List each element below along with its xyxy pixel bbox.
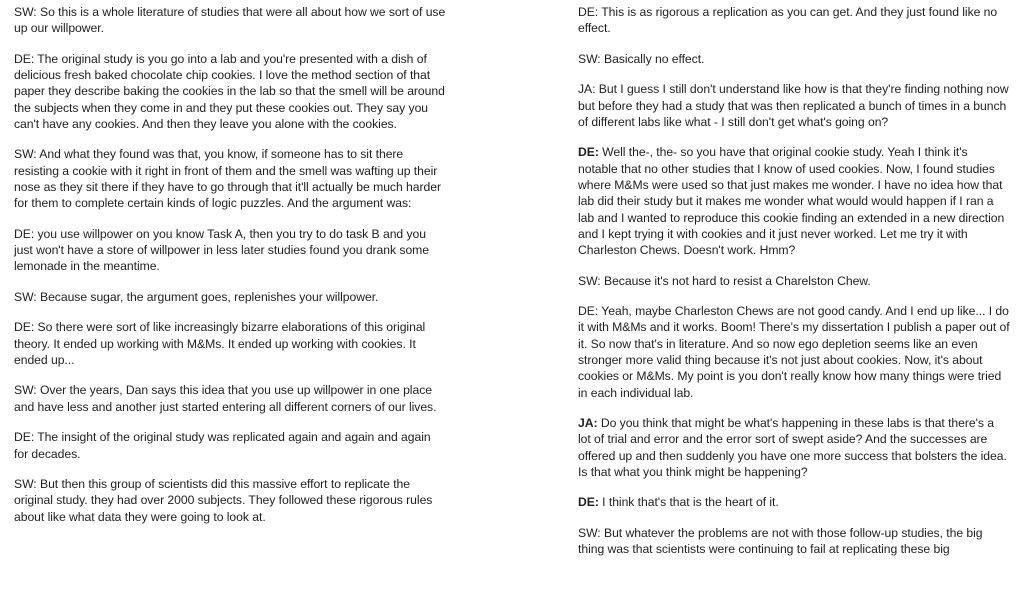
transcript-paragraph: DE: you use willpower on you know Task A, then you try to do task B and you just won't have a store of willpower in less later studies found you drank some lemonade in the meantime. xyxy=(14,226,429,274)
transcript-paragraph: SW: Because sugar, the argument goes, replenishes your willpower. xyxy=(14,289,379,304)
transcript-paragraph xyxy=(578,415,1010,480)
transcript-paragraph xyxy=(578,144,1010,258)
transcript-text: SW: Basically no effect. xyxy=(578,51,705,66)
transcript-paragraph: SW: Over the years, Dan says this idea that you use up willpower in one place and have less and another just started entering all different corners of our lives. xyxy=(14,383,437,414)
transcript-paragraph: DE: The original study is you go into a lab and you're presented with a dish of delicious fresh baked chocolate chip cookies. I love the method section of that paper they describe baking the cookies in the lab so that the smell will be around the subjects when they come in and they put these cookies out. They say you can't have any cookies. And then they leave you alone with the cookies. xyxy=(14,51,445,131)
speaker-label: DE: xyxy=(578,145,599,160)
transcript-text: JA: But I guess I still don't understand like how is that they're finding nothing now but before they had a study that was then replicated a bunch of times in a bunch of different labs like what - I still don't get what's going on? xyxy=(578,82,1009,129)
speaker-label: JA: xyxy=(578,416,598,431)
transcript-paragraph: DE: So there were sort of like increasingly bizarre elaborations of this original theory. It ended up working with M&Ms. It ended up working with cookies. It ended up... xyxy=(14,320,426,367)
transcript-paragraph xyxy=(578,4,1010,37)
transcript-text: SW: Because it's not hard to resist a Charelston Chew. xyxy=(578,273,871,288)
transcript-text: I think that's that is the heart of it. xyxy=(598,495,779,510)
transcript-left-column xyxy=(14,4,448,539)
transcript-right-column xyxy=(578,4,1010,572)
transcript-paragraph: SW: And what they found was that, you know, if someone has to sit there resisting a cookie with it right in front of them and the smell was wafting up their nose as they sit there if they have to go through that it'll actually be much harder for them to complete certain kinds of logic puzzles. And the argument was: xyxy=(14,147,441,211)
transcript-paragraph xyxy=(578,303,1010,401)
transcript-text: Well the-, the- so you have that original cookie study. Yeah I think it's notable that no other studies that I know of used cookies. Now, I found studies where M&Ms were used so that just makes me wonder. I have no idea how that lab did their study but it makes me wonder what would would happen if I ran a lab and I wanted to reproduce this cookie finding an extended in a new direction and I kept trying it with cookies and it just never worked. Let me try it with Charleston Chews. Doesn't work. Hmm? xyxy=(578,145,1005,258)
transcript-paragraph xyxy=(578,51,1010,67)
transcript-paragraph xyxy=(578,81,1010,130)
transcript-paragraph: SW: But then this group of scientists did this massive effort to replicate the original study. they had over 2000 subjects. They followed these rigorous rules about like what data they were going to look at. xyxy=(14,477,433,524)
speaker-label: DE: xyxy=(578,495,599,510)
transcript-text: DE: Yeah, maybe Charleston Chews are not good candy. And I end up like... I do it with M&Ms and it works. Boom! There's my dissertation I publish a paper out of it. So now that's in literature. And so now ego depletion seems like an even stronger more valid thing because it's not just about cookies. Now, it's about cookies or M&Ms. My point is you don't really know how many things were tried in each individual lab. xyxy=(578,304,1010,400)
transcript-paragraph xyxy=(578,494,1010,510)
transcript-paragraph xyxy=(578,273,1010,289)
transcript-text: DE: This is as rigorous a replication as you can get. And they just found like no effect. xyxy=(578,5,998,36)
transcript-text: Do you think that might be what's happening in these labs is that there's a lot of trial and error and the error sort of swept aside? And the successes are offered up and then suddenly you have one more success that bolsters the idea. Is that what you think might be happening? xyxy=(578,416,1007,479)
transcript-paragraph: DE: The insight of the original study was replicated again and again and again for decades. xyxy=(14,430,431,461)
transcript-paragraph: SW: So this is a whole literature of studies that were all about how we sort of use up our willpower. xyxy=(14,5,446,36)
transcript-text: SW: But whatever the problems are not with those follow-up studies, the big thing was that scientists were continuing to fail at replicating these big xyxy=(578,525,983,557)
transcript-paragraph xyxy=(578,525,1010,558)
